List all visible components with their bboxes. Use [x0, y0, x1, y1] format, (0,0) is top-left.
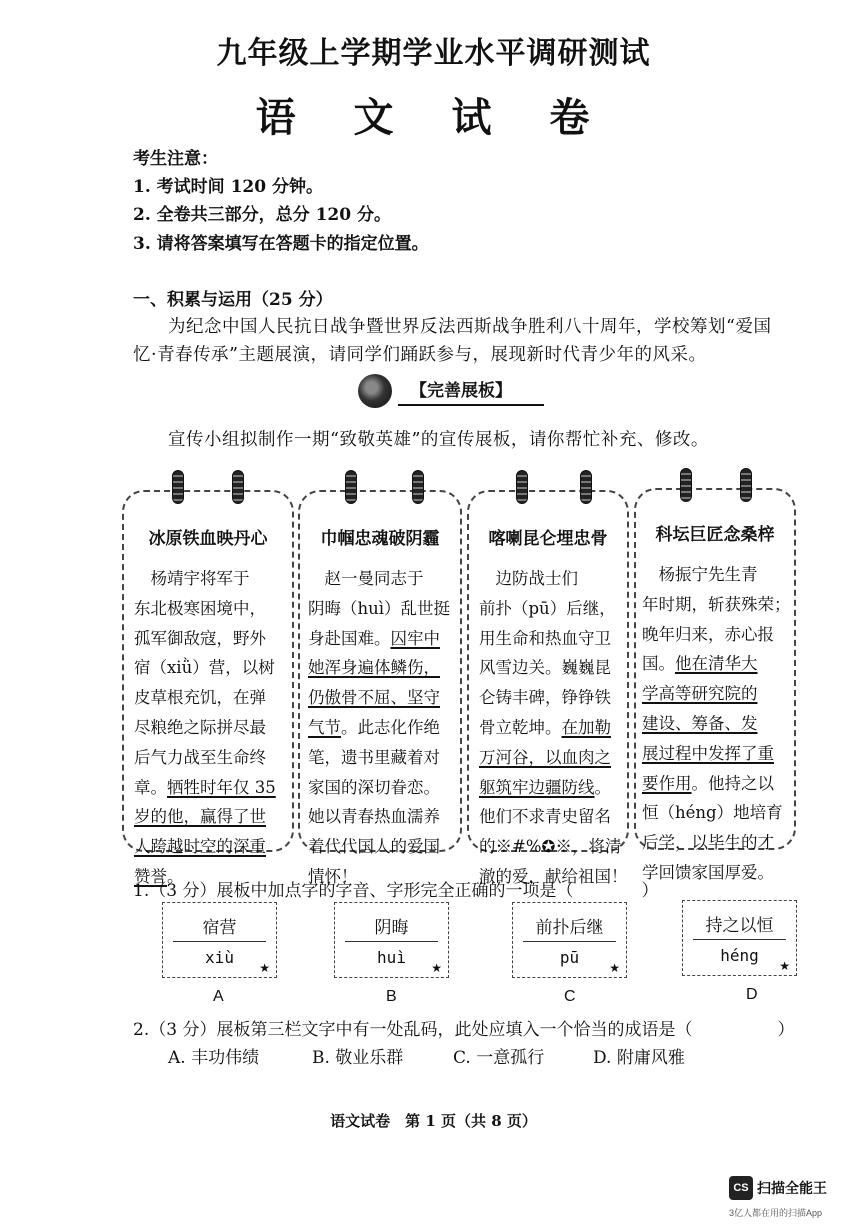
- banner-label: 【完善展板】: [410, 381, 512, 401]
- binder-clip-icon: [680, 468, 692, 502]
- choice-d: D. 附庸风雅: [593, 1048, 685, 1068]
- option-letter-c: C: [564, 988, 576, 1005]
- card-text: 边防战士们 前扑（pū）后继， 用生命和热血守卫 风雪边关。巍巍昆 仑铸丰碑，铮铮铁 骨立乾坤。在加勒 万河谷，以血肉之 躯筑牢边疆防线。 他们不求青史留名 的※#%✪※，将清 澈的爱，献给祖国！: [479, 569, 628, 886]
- choice-b: B. 敬业乐群: [312, 1048, 404, 1068]
- question-2-stem: 2.（3 分）展板第三栏文字中有一处乱码，此处应填入一个恰当的成语是（ ）: [133, 1020, 795, 1040]
- choice-a: A. 丰功伟绩: [168, 1048, 260, 1068]
- star-icon: ★: [609, 961, 620, 975]
- binder-clip-icon: [580, 470, 592, 504]
- star-icon: ★: [431, 961, 442, 975]
- card-title: 喀喇昆仑埋忠骨: [488, 529, 608, 549]
- card-yang-jingyu: [122, 490, 294, 886]
- card-zhao-yiman: [298, 490, 462, 886]
- notice-item-3: 3. 请将答案填写在答题卡的指定位置。: [133, 234, 429, 254]
- binder-clip-icon: [412, 470, 424, 504]
- notice-heading: 考生注意：: [133, 149, 218, 169]
- card-karakoram: [467, 490, 629, 886]
- option-card-d: 持之以恒 héng ★: [682, 900, 797, 976]
- star-icon: ★: [779, 959, 790, 973]
- card-text: 杨振宁先生青 年时期，斩获殊荣； 晚年归来，赤心报 国。他在清华大 学高等研究院的 建设、筹备、发 展过程中发挥了重 要作用。他持之以 恒（héng）地培育 后学，以毕生的才 学回馈家国厚爱。: [642, 565, 791, 882]
- notice-item-2: 2. 全卷共三部分，总分 120 分。: [133, 205, 391, 225]
- scanner-tagline: 3亿人都在用的扫描App: [729, 1208, 823, 1218]
- scanner-watermark: [729, 1176, 849, 1220]
- underlined-sentence: 牺牲时年仅 35: [167, 777, 276, 797]
- option-card-b: 阴晦 huì ★: [334, 902, 449, 978]
- exam-title: 九年级上学期学业水平调研测试: [216, 36, 651, 71]
- page-footer: 语文试卷 第 1 页（共 8 页）: [330, 1112, 537, 1130]
- card-yang-zhenning: [634, 488, 796, 882]
- choice-c: C. 一意孤行: [453, 1048, 545, 1068]
- intro-line-2: 忆·青春传承”主题展演，请同学们踊跃参与，展现新时代青少年的风采。: [133, 345, 707, 365]
- star-icon: ★: [259, 961, 270, 975]
- option-letter-d: D: [746, 986, 758, 1003]
- question-1-stem: 1.（3 分）展板中加点字的字音、字形完全正确的一项是（ ）: [133, 881, 659, 901]
- option-card-c: 前扑后继 pū ★: [512, 902, 627, 978]
- card-text: 赵一曼同志于 阴晦（huì）乱世挺 身赴国难。囚牢中 她浑身遍体鳞伤， 仍傲骨不屈、坚守 气节。此志化作绝 笔，遗书里藏着对 家国的深切眷恋。 她以青春热血濡养 着代代国人的爱国 情怀！: [308, 569, 451, 886]
- banner-underline: [398, 404, 544, 406]
- binder-clip-icon: [516, 470, 528, 504]
- ball-icon: [358, 374, 392, 408]
- binder-clip-icon: [232, 470, 244, 504]
- card-title: 巾帼忠魂破阴霾: [320, 529, 440, 549]
- task-line: 宣传小组拟制作一期“致敬英雄”的宣传展板，请你帮忙补充、修改。: [168, 430, 709, 450]
- section-heading: 一、积累与运用（25 分）: [133, 290, 333, 310]
- underlined-sentence: 在加勒: [561, 717, 611, 737]
- subject-title: 语 文 试 卷: [255, 94, 612, 141]
- binder-clip-icon: [345, 470, 357, 504]
- card-title: 科坛巨匠念桑梓: [655, 525, 775, 545]
- card-text: 杨靖宇将军于 东北极寒困境中， 孤军御敌寇，野外 宿（xiǜ）营，以树 皮草根充饥，在弹 尽粮绝之际拼尽最 后气力战至生命终 章。牺牲时年仅 35 岁的他，赢得了世 人跨越时空的深重 赞誉。: [134, 569, 276, 886]
- garbled-text: 的※#%✪※，将清: [479, 837, 622, 857]
- card-title: 冰原铁血映丹心: [148, 529, 268, 549]
- section-banner: [358, 374, 548, 410]
- underlined-sentence: 囚牢中: [390, 628, 440, 648]
- camscanner-logo-icon: CS: [729, 1176, 753, 1200]
- binder-clip-icon: [740, 468, 752, 502]
- binder-clip-icon: [172, 470, 184, 504]
- option-card-a: 宿营 xiù ★: [162, 902, 277, 978]
- notice-item-1: 1. 考试时间 120 分钟。: [133, 177, 323, 197]
- option-letter-a: A: [213, 988, 224, 1005]
- scanner-app-name: 扫描全能王: [757, 1180, 827, 1196]
- option-letter-b: B: [386, 988, 397, 1005]
- intro-line-1: 为纪念中国人民抗日战争暨世界反法西斯战争胜利八十周年，学校筹划“爱国: [168, 317, 772, 337]
- underlined-sentence: 他在清华大: [675, 654, 758, 674]
